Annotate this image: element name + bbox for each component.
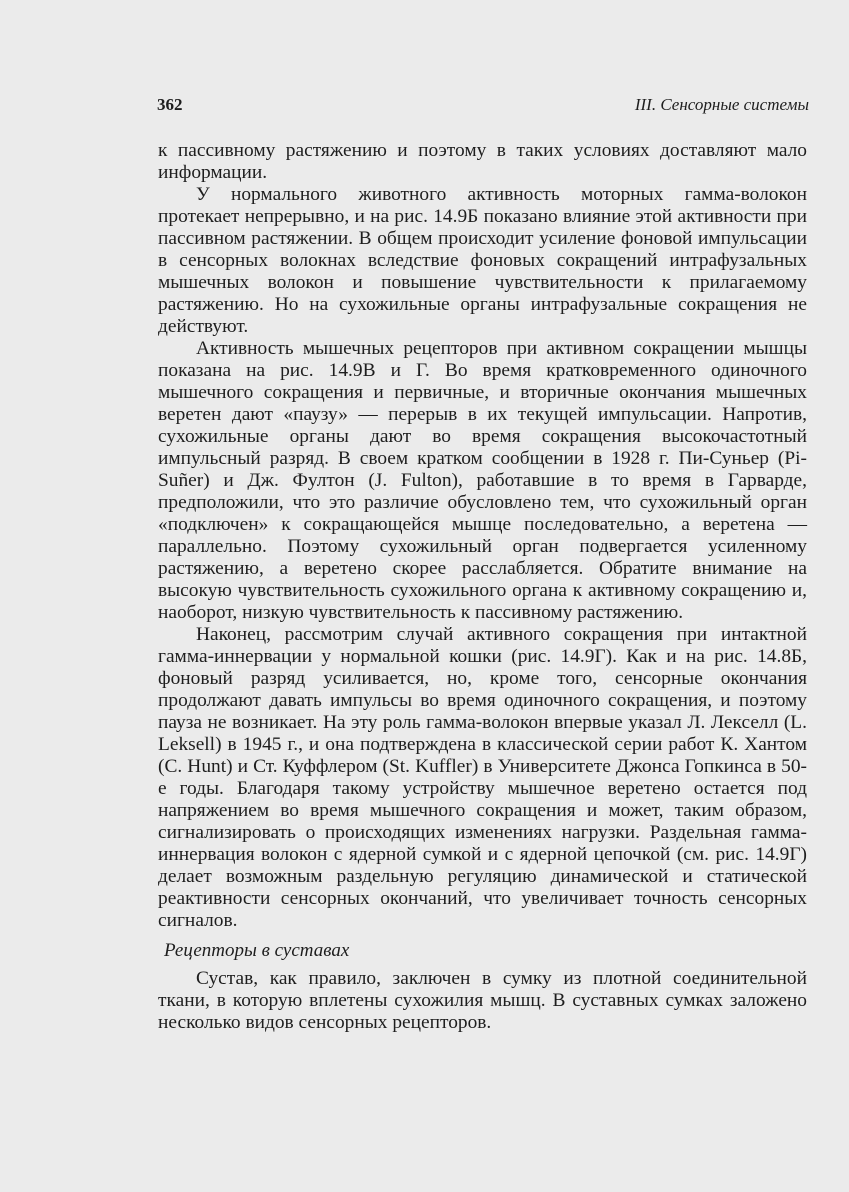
paragraph: Активность мышечных рецепторов при активном сокращении мышцы показана на рис. 14.9В и Г. Во время кратковременного одиночного мышечного сокращения и первичные, и вторичные окончания мышечных веретен дают «паузу» — перерыв в их текущей импульсации. Напротив, сухожильные органы дают во время сокращения высокочастотный импульсный разряд. В своем кратком сообщении в 1928 г. Пи-Суньер (Pi-Suñer) и Дж. Фултон (J. Fulton), работавшие в то время в Гарварде, предположили, что это различие обусловлено тем, что сухожильный орган «подключен» к сокращающейся мышце последовательно, а веретена — параллельно. Поэтому сухожильный орган подвергается усиленному растяжению, а веретено скорее расслабляется. Обратите внимание на высокую чувствительность сухожильного органа к активному сокращению и, наоборот, низкую чувствительность к пассивному растяжению. bbox=[158, 338, 807, 623]
paragraph: Сустав, как правило, заключен в сумку из плотной соединительной ткани, в которую вплетены сухожилия мышц. В суставных сумках заложено несколько видов сенсорных рецепторов. bbox=[158, 968, 807, 1033]
running-head: III. Сенсорные системы bbox=[634, 95, 809, 114]
paragraph: к пассивному растяжению и поэтому в таких условиях доставляют мало информации. bbox=[158, 140, 807, 183]
body-text bbox=[158, 140, 807, 1034]
page-number: 362 bbox=[157, 95, 183, 114]
section-heading: Рецепторы в суставах bbox=[164, 940, 350, 961]
page-header bbox=[157, 95, 809, 119]
paragraph: У нормального животного активность моторных гамма-волокон протекает непрерывно, и на рис. 14.9Б показано влияние этой активности при пассивном растяжении. В общем происходит усиление фоновой импульсации в сенсорных волокнах вследствие фоновых сокращений интрафузальных мышечных волокон и повышение чувствительности к прилагаемому растяжению. Но на сухожильные органы интрафузальные сокращения не действуют. bbox=[158, 184, 807, 337]
paragraph: Наконец, рассмотрим случай активного сокращения при интактной гамма-иннервации у нормальной кошки (рис. 14.9Г). Как и на рис. 14.8Б, фоновый разряд усиливается, но, кроме того, сенсорные окончания продолжают давать импульсы во время одиночного сокращения, и поэтому пауза не возникает. На эту роль гамма-волокон впервые указал Л. Лекселл (L. Leksell) в 1945 г., и она подтверждена в классической серии работ К. Хантом (C. Hunt) и Ст. Куффлером (St. Kuffler) в Университете Джонса Гопкинса в 50-е годы. Благодаря такому устройству мышечное веретено остается под напряжением во время мышечного сокращения и может, таким образом, сигнализировать о происходящих изменениях нагрузки. Раздельная гамма-иннервация волокон с ядерной сумкой и с ядерной цепочкой (см. рис. 14.9Г) делает возможным раздельную регуляцию динамической и статической реактивности сенсорных окончаний, что увеличивает точность сенсорных сигналов. bbox=[158, 624, 807, 931]
